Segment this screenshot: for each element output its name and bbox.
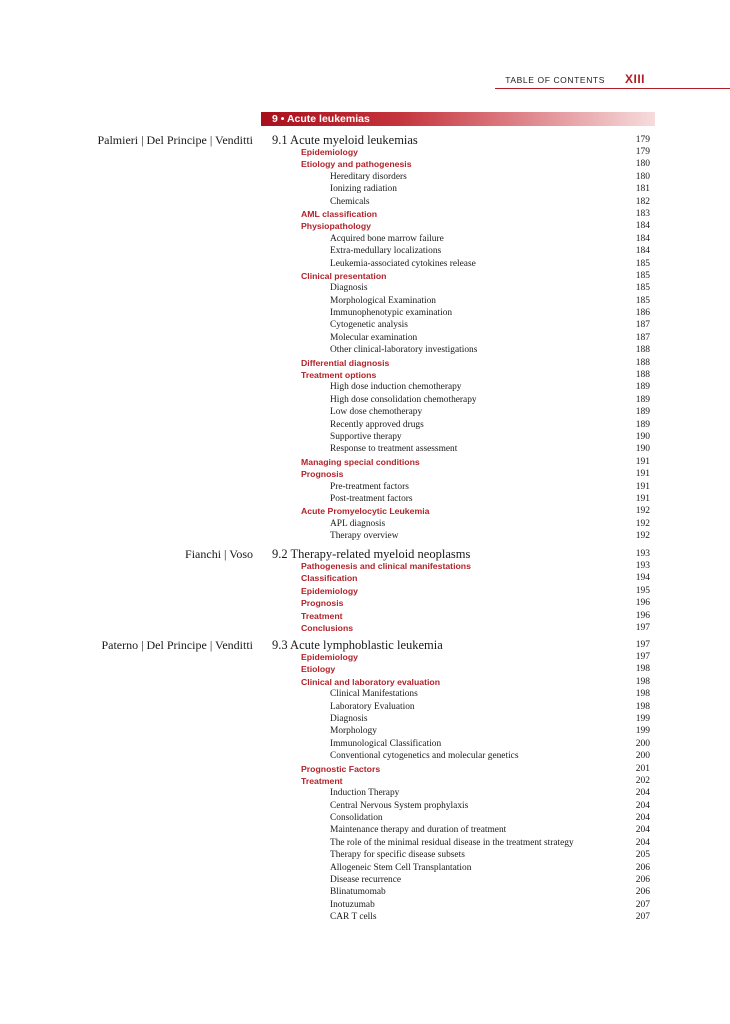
- toc-entry-page: 206: [635, 862, 650, 873]
- toc-entry-text: Classification: [301, 573, 358, 584]
- section-authors: Fianchi | Voso: [185, 547, 253, 561]
- toc-entry-text: Chemicals: [330, 196, 370, 207]
- toc-heading-entry[interactable]: [0, 456, 730, 468]
- toc-entry-text: Inotuzumab: [330, 899, 375, 910]
- toc-entry-page: 192: [635, 506, 650, 517]
- toc-subentry[interactable]: [0, 419, 730, 431]
- toc-heading-entry[interactable]: [0, 597, 730, 609]
- chapter-title: 9 • Acute leukemias: [272, 113, 370, 125]
- toc-entry-text: Therapy overview: [330, 531, 399, 542]
- toc-entry-text: High dose consolidation chemotherapy: [330, 394, 477, 405]
- toc-subentry[interactable]: [0, 282, 730, 294]
- toc-entry-text: Prognosis: [301, 598, 344, 609]
- page-numeral: XIII: [625, 72, 646, 86]
- toc-entry-page: 199: [635, 713, 650, 724]
- toc-entry-text: Recently approved drugs: [330, 419, 424, 430]
- toc-heading-entry[interactable]: [0, 208, 730, 220]
- toc-entry-text: Acquired bone marrow failure: [330, 233, 444, 244]
- toc-subentry[interactable]: [0, 812, 730, 824]
- toc-entry-page: 182: [635, 196, 650, 207]
- running-header: [495, 72, 730, 90]
- toc-subentry[interactable]: [0, 431, 730, 443]
- toc-entry-text: Pre-treatment factors: [330, 481, 409, 492]
- toc-entry-page: 198: [635, 701, 650, 712]
- toc-entry-list: [0, 560, 730, 634]
- toc-subentry[interactable]: [0, 725, 730, 737]
- toc-entry-page: 196: [635, 598, 650, 609]
- toc-heading-entry[interactable]: [0, 468, 730, 480]
- toc-entry-page: 199: [635, 726, 650, 737]
- toc-entry-page: 198: [635, 676, 650, 687]
- toc-entry-text: Allogeneic Stem Cell Transplantation: [330, 862, 472, 873]
- toc-entry-text: Disease recurrence: [330, 875, 402, 886]
- toc-entry-page: 189: [635, 394, 650, 405]
- toc-entry-text: Supportive therapy: [330, 431, 402, 442]
- toc-subentry[interactable]: [0, 824, 730, 836]
- toc-entry-text: Epidemiology: [301, 147, 358, 157]
- toc-subentry[interactable]: [0, 911, 730, 923]
- toc-heading-entry[interactable]: [0, 357, 730, 369]
- toc-entry-text: Cytogenetic analysis: [330, 320, 408, 331]
- toc-entry-text: Consolidation: [330, 813, 383, 824]
- toc-subentry[interactable]: [0, 295, 730, 307]
- section-page-number: 179: [635, 135, 650, 145]
- toc-subentry[interactable]: [0, 307, 730, 319]
- toc-subentry[interactable]: [0, 750, 730, 762]
- toc-entry-page: 204: [635, 813, 650, 824]
- section-authors: Palmieri | Del Principe | Venditti: [97, 133, 253, 147]
- toc-entry-page: 196: [635, 610, 650, 621]
- toc-entry-page: 193: [635, 561, 650, 571]
- toc-subentry[interactable]: [0, 738, 730, 750]
- toc-entry-text: Diagnosis: [330, 283, 368, 294]
- toc-subentry[interactable]: [0, 862, 730, 874]
- toc-entry-page: 197: [635, 622, 650, 633]
- toc-entry-text: AML classification: [301, 208, 378, 219]
- toc-entry-text: High dose induction chemotherapy: [330, 382, 462, 393]
- toc-entry-page: 207: [635, 899, 650, 910]
- toc-entry-text: Other clinical-laboratory investigations: [330, 345, 478, 356]
- toc-entry-text: Immunophenotypic examination: [330, 308, 453, 319]
- toc-subentry[interactable]: [0, 688, 730, 700]
- toc-entry-page: 184: [635, 233, 650, 244]
- toc-entry-page: 206: [635, 887, 650, 898]
- running-header-label: TABLE OF CONTENTS: [505, 75, 605, 85]
- toc-entry-text: Hereditary disorders: [330, 171, 407, 182]
- toc-entry-text: Managing special conditions: [301, 456, 420, 467]
- toc-heading-entry[interactable]: [0, 505, 730, 517]
- toc-subentry[interactable]: [0, 332, 730, 344]
- toc-entry-text: Post-treatment factors: [330, 493, 413, 504]
- toc-entry-text: Morphological Examination: [330, 295, 436, 306]
- toc-entry-text: The role of the minimal residual disease in the treatment strategy: [330, 837, 574, 848]
- toc-entry-page: 180: [635, 159, 650, 170]
- toc-entry-text: Maintenance therapy and duration of treatment: [330, 825, 507, 836]
- toc-entry-page: 191: [635, 469, 650, 480]
- toc-entry-page: 200: [635, 738, 650, 749]
- toc-entry-text: Leukemia-associated cytokines release: [330, 258, 476, 269]
- toc-entry-page: 188: [635, 357, 650, 368]
- toc-entry-text: Ionizing radiation: [330, 184, 397, 195]
- toc-entry-text: Induction Therapy: [330, 788, 400, 799]
- toc-entry-list: [0, 146, 730, 543]
- toc-entry-page: 190: [635, 444, 650, 455]
- toc-entry-text: Prognostic Factors: [301, 763, 381, 774]
- toc-entry-page: 189: [635, 382, 650, 393]
- toc-subentry[interactable]: [0, 874, 730, 886]
- toc-subentry[interactable]: [0, 899, 730, 911]
- toc-entry-page: 186: [635, 308, 650, 319]
- toc-subentry[interactable]: [0, 258, 730, 270]
- toc-entry-page: 204: [635, 788, 650, 799]
- toc-subentry[interactable]: [0, 233, 730, 245]
- toc-subentry[interactable]: [0, 344, 730, 356]
- toc-entry-text: Conclusions: [301, 622, 354, 633]
- toc-entry-text: Differential diagnosis: [301, 357, 390, 368]
- toc-entry-text: Etiology and pathogenesis: [301, 159, 412, 170]
- toc-entry-page: 201: [635, 763, 650, 774]
- toc-subentry[interactable]: [0, 171, 730, 183]
- toc-entry-page: 188: [635, 370, 650, 381]
- toc-heading-entry[interactable]: [0, 651, 730, 663]
- toc-entry-page: 191: [635, 481, 650, 492]
- toc-heading-entry[interactable]: [0, 158, 730, 170]
- toc-heading-entry[interactable]: [0, 270, 730, 282]
- toc-entry-text: Diagnosis: [330, 713, 368, 724]
- toc-heading-entry[interactable]: [0, 610, 730, 622]
- toc-entry-text: Clinical and laboratory evaluation: [301, 676, 441, 687]
- toc-subentry[interactable]: [0, 787, 730, 799]
- toc-entry-page: 187: [635, 320, 650, 331]
- toc-entry-text: Epidemiology: [301, 652, 358, 662]
- toc-entry-page: 191: [635, 493, 650, 504]
- section-title[interactable]: 9.3 Acute lymphoblastic leukemia: [272, 638, 443, 652]
- toc-heading-entry[interactable]: [0, 663, 730, 675]
- toc-subentry[interactable]: [0, 381, 730, 393]
- toc-entry-page: 202: [635, 775, 650, 786]
- toc-subentry[interactable]: [0, 701, 730, 713]
- toc-entry-page: 192: [635, 531, 650, 542]
- toc-entry-text: Pathogenesis and clinical manifestations: [301, 561, 471, 571]
- toc-subentry[interactable]: [0, 394, 730, 406]
- toc-entry-text: Etiology: [301, 664, 336, 675]
- toc-subentry[interactable]: [0, 319, 730, 331]
- toc-entry-text: Acute Promyelocytic Leukemia: [301, 506, 430, 517]
- toc-entry-page: 204: [635, 825, 650, 836]
- toc-entry-text: Clinical Manifestations: [330, 689, 418, 700]
- toc-entry-page: 200: [635, 751, 650, 762]
- toc-heading-entry[interactable]: [0, 572, 730, 584]
- toc-entry-page: 198: [635, 664, 650, 675]
- toc-subentry[interactable]: [0, 493, 730, 505]
- toc-subentry[interactable]: [0, 196, 730, 208]
- toc-entry-page: 194: [635, 573, 650, 584]
- toc-entry-page: 198: [635, 689, 650, 700]
- toc-entry-text: Immunological Classification: [330, 738, 442, 749]
- toc-subentry[interactable]: [0, 443, 730, 455]
- section-authors: Paterno | Del Principe | Venditti: [101, 638, 253, 652]
- toc-entry-page: 180: [635, 171, 650, 182]
- chapter-banner: [261, 112, 655, 126]
- toc-heading-entry[interactable]: [0, 585, 730, 597]
- toc-entry-page: 197: [635, 652, 650, 662]
- toc-entry-page: 189: [635, 419, 650, 430]
- toc-entry-text: Treatment: [301, 775, 343, 786]
- toc-subentry[interactable]: [0, 245, 730, 257]
- toc-entry-text: Prognosis: [301, 469, 344, 480]
- toc-entry-page: 179: [635, 147, 650, 157]
- toc-subentry[interactable]: [0, 849, 730, 861]
- toc-entry-text: APL diagnosis: [330, 518, 386, 529]
- toc-entry-text: CAR T cells: [330, 912, 377, 923]
- toc-entry-text: Central Nervous System prophylaxis: [330, 800, 469, 811]
- toc-entry-page: 190: [635, 431, 650, 442]
- toc-entry-text: Epidemiology: [301, 585, 358, 596]
- toc-entry-text: Extra-medullary localizations: [330, 246, 442, 257]
- toc-entry-page: 207: [635, 912, 650, 923]
- section-title[interactable]: 9.2 Therapy-related myeloid neoplasms: [272, 547, 471, 561]
- toc-entry-text: Therapy for specific disease subsets: [330, 850, 465, 861]
- toc-entry-page: 184: [635, 221, 650, 232]
- toc-entry-text: Treatment: [301, 610, 343, 621]
- toc-entry-page: 189: [635, 407, 650, 418]
- toc-subentry[interactable]: [0, 713, 730, 725]
- toc-entry-text: Clinical presentation: [301, 270, 387, 281]
- toc-entry-text: Treatment options: [301, 370, 377, 381]
- section-page-number: 197: [635, 640, 650, 650]
- toc-entry-page: 206: [635, 875, 650, 886]
- toc-entry-text: Low dose chemotherapy: [330, 407, 423, 418]
- toc-entry-page: 183: [635, 208, 650, 219]
- toc-subentry[interactable]: [0, 406, 730, 418]
- toc-heading-entry[interactable]: [0, 369, 730, 381]
- toc-entry-page: 205: [635, 850, 650, 861]
- toc-heading-entry[interactable]: [0, 560, 730, 572]
- toc-entry-page: 185: [635, 258, 650, 269]
- toc-heading-entry[interactable]: [0, 676, 730, 688]
- toc-entry-list: [0, 651, 730, 924]
- toc-heading-entry[interactable]: [0, 146, 730, 158]
- toc-entry-page: 195: [635, 585, 650, 596]
- toc-heading-entry[interactable]: [0, 763, 730, 775]
- toc-heading-entry[interactable]: [0, 220, 730, 232]
- toc-entry-text: Response to treatment assessment: [330, 444, 458, 455]
- toc-entry-page: 204: [635, 800, 650, 811]
- toc-entry-page: 185: [635, 295, 650, 306]
- toc-heading-entry[interactable]: [0, 775, 730, 787]
- toc-entry-text: Molecular examination: [330, 332, 418, 343]
- toc-entry-page: 191: [635, 456, 650, 467]
- toc-entry-page: 181: [635, 184, 650, 195]
- toc-entry-text: Laboratory Evaluation: [330, 701, 415, 712]
- header-rule: [495, 88, 730, 89]
- toc-entry-page: 192: [635, 518, 650, 529]
- toc-subentry[interactable]: [0, 183, 730, 195]
- toc-subentry[interactable]: [0, 481, 730, 493]
- section-page-number: 193: [635, 549, 650, 559]
- toc-heading-entry[interactable]: [0, 622, 730, 634]
- toc-subentry[interactable]: [0, 886, 730, 898]
- toc-subentry[interactable]: [0, 837, 730, 849]
- toc-entry-text: Physiopathology: [301, 221, 371, 232]
- toc-entry-page: 188: [635, 345, 650, 356]
- toc-entry-page: 185: [635, 283, 650, 294]
- section-title[interactable]: 9.1 Acute myeloid leukemias: [272, 133, 418, 147]
- toc-entry-page: 187: [635, 332, 650, 343]
- toc-subentry[interactable]: [0, 530, 730, 542]
- toc-subentry[interactable]: [0, 800, 730, 812]
- toc-subentry[interactable]: [0, 518, 730, 530]
- toc-entry-text: Morphology: [330, 726, 377, 737]
- toc-entry-page: 185: [635, 270, 650, 281]
- toc-entry-text: Blinatumomab: [330, 887, 386, 898]
- toc-entry-text: Conventional cytogenetics and molecular genetics: [330, 751, 519, 762]
- toc-entry-page: 184: [635, 246, 650, 257]
- toc-entry-page: 204: [635, 837, 650, 848]
